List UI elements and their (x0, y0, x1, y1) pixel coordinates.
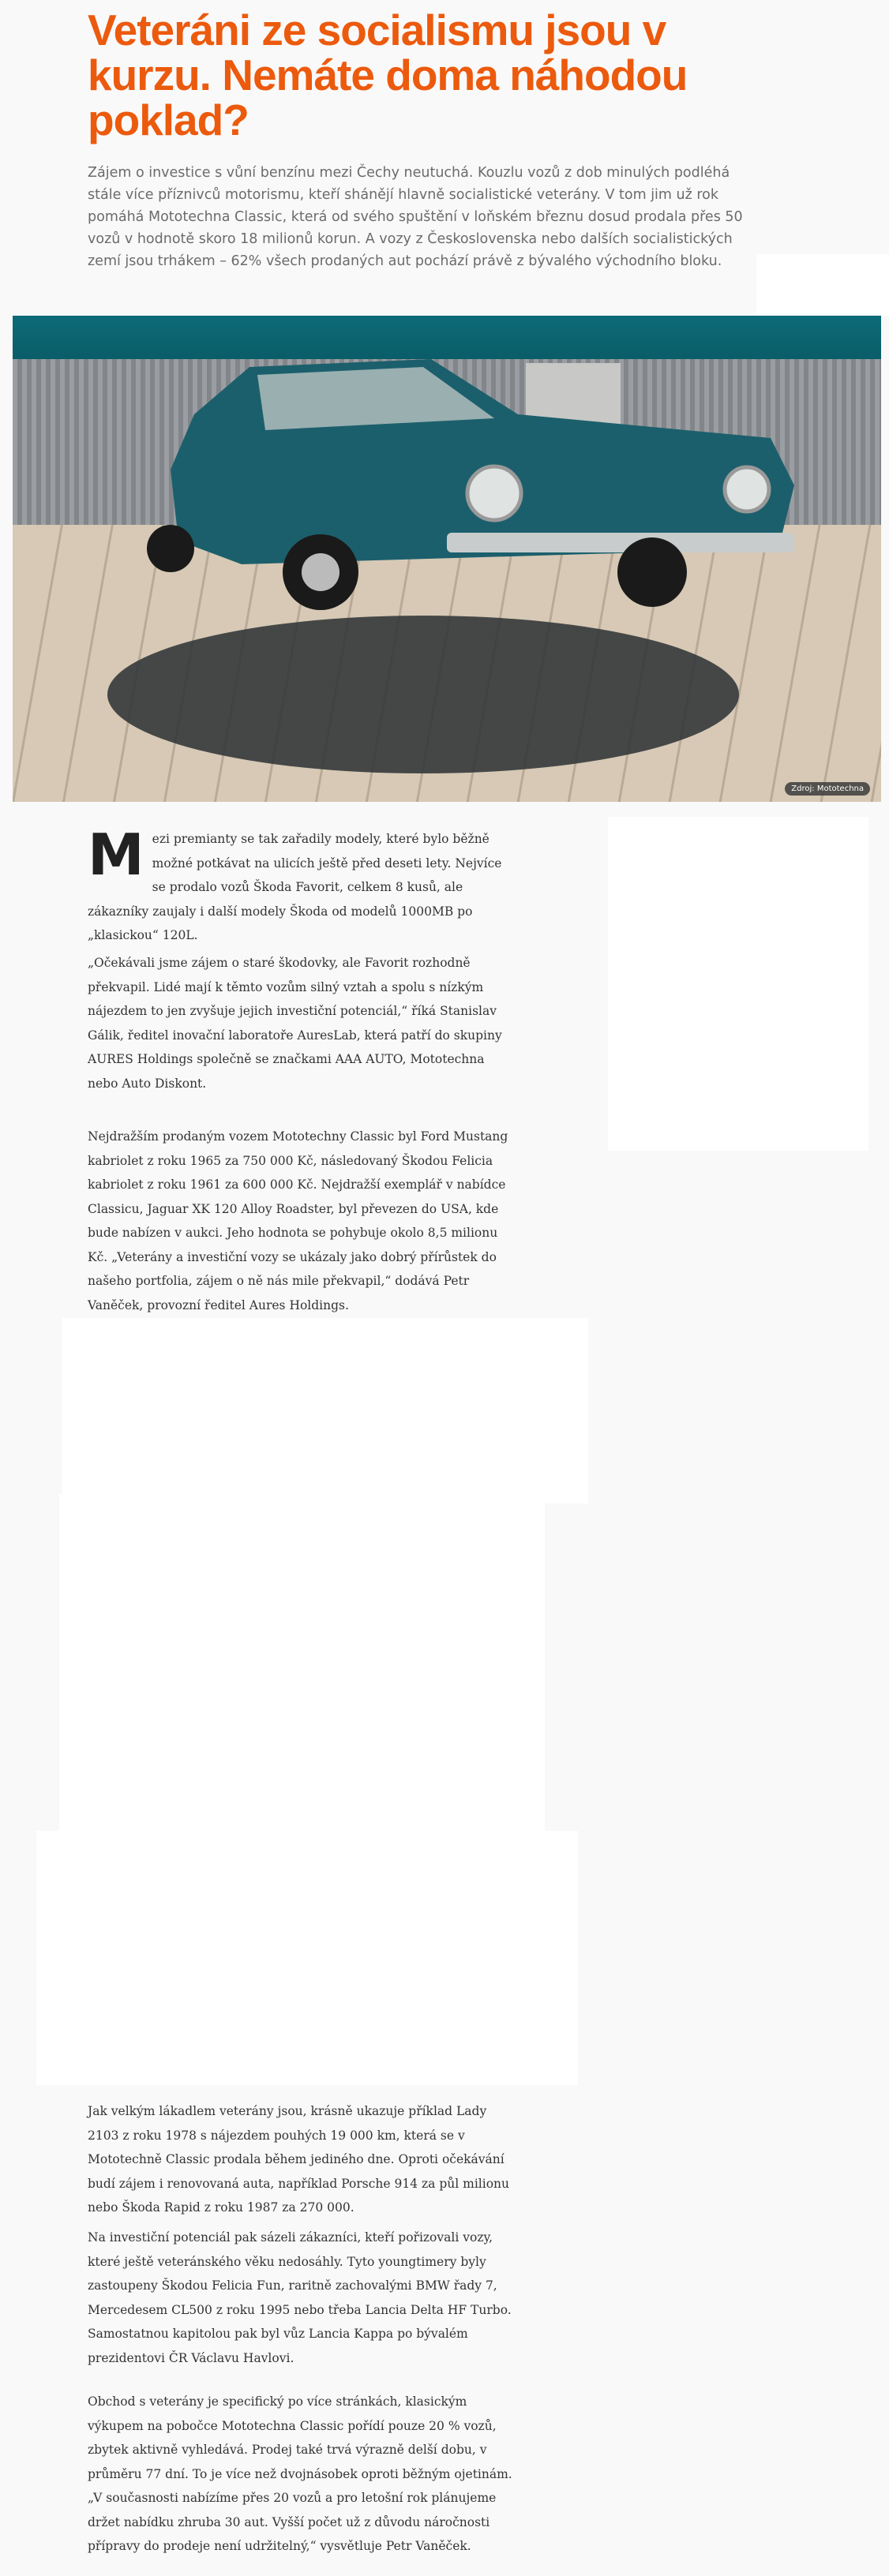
paragraph-4: Jak velkým lákadlem veterány jsou, krásně ukazuje příklad Lady 2103 z roku 1978 s nájezdem pouhých 19 000 km, která se v Mototechně Classic prodala během jediného dne. Oproti očekávání budí zájem i renovovaná auta, například Porsche 914 za půl milionu nebo Škoda Rapid z roku 1987 za 270 000. (88, 2104, 510, 2215)
ad-placeholder (756, 254, 889, 316)
paragraph-5: Na investiční potenciál pak sázeli zákazníci, kteří pořizovali vozy, které ještě veteránského věku nedosáhly. Tyto youngtimery byly zastoupeny Škodou Felicia Fun, raritně zachovalými BMW řady 7, Mercedesem CL500 z roku 1995 nebo třeba Lancia Delta HF Turbo. Samostatnou kapitolou pak byl vůz Lancia Kappa po bývalém prezidentovi ČR Václavu Havlovi. (88, 2230, 512, 2365)
hero-image (13, 316, 881, 802)
drop-cap: M (88, 822, 144, 888)
embed-placeholder (36, 1831, 578, 2085)
paragraph-text: ezi premianty se tak zařadily modely, které bylo běžně možné potkávat na ulicích ještě před deseti lety. Nejvíce se prodalo vozů Škoda Favorit, celkem 8 kusů, ale zákazníky zaujaly i další modely Škoda od modelů 1000MB po „klasickou“ 120L. (88, 832, 502, 942)
article-lead: Zájem o investice s vůní benzínu mezi Čechy neutuchá. Kouzlu vozů z dob minulých podléhá stále více příznivců motorismu, kteří shánějí hlavně socialistické veterány. V tom jim už rok pomáhá Mototechna Classic, která od svého spuštění v loňském březnu dosud prodala přes 50 vozů v hodnotě skoro 18 milionů korun. A vozy z Československa nebo dalších socialistických zemí jsou trhákem – 62% všech prodaných aut pochází právě z bývalého východního bloku. (88, 165, 743, 269)
embed-placeholder (62, 1318, 588, 1503)
sidebar-ad-placeholder (608, 817, 868, 1151)
image-credit: Zdroj: Mototechna (785, 782, 870, 796)
car-illustration (147, 351, 802, 612)
paragraph-3: Nejdražším prodaným vozem Mototechny Classic byl Ford Mustang kabriolet z roku 1965 za 750 000 Kč, následovaný Škodou Felicia kabriolet z roku 1961 za 600 000 Kč. Nejdražší exemplář v nabídce Classicu, Jaguar XK 120 Alloy Roadster, byl převezen do USA, kde bude nabízen v aukci. Jeho hodnota se pohybuje okolo 8,5 milionu Kč. „Veterány a investiční vozy se ukázaly jako dobrý přírůstek do našeho portfolia, zájem o ně nás mile překvapil,“ dodává Petr Vaněček, provozní ředitel Aures Holdings. (88, 1129, 508, 1312)
embed-placeholder (59, 1494, 545, 1833)
paragraph-1 (88, 822, 514, 948)
paragraph-6: Obchod s veterány je specifický po více stránkách, klasickým výkupem na pobočce Mototechna Classic pořídí pouze 20 % vozů, zbytek aktivně vyhledává. Prodej také trvá výrazně delší dobu, v průměru 77 dní. To je více než dvojnásobek oproti běžným ojetinám. „V současnosti nabízíme přes 20 vozů a pro letošní rok plánujeme držet nabídku zhruba 30 aut. Vyšší počet už z důvodu náročnosti přípravy do prodeje není udržitelný,“ vysvětluje Petr Vaněček. (88, 2394, 512, 2553)
paragraph-2: „Očekávali jsme zájem o staré škodovky, ale Favorit rozhodně překvapil. Lidé mají k těmto vozům silný vztah a spolu s nízkým nájezdem to jen zvyšuje jejich investiční potenciál,“ říká Stanislav Gálik, ředitel inovační laboratoře AuresLab, která patří do skupiny AURES Holdings společně se značkami AAA AUTO, Mototechna nebo Auto Diskont. (88, 956, 502, 1091)
article-headline: Veteráni ze socialismu jsou v kurzu. Nemáte doma náhodou poklad? (88, 6, 688, 144)
